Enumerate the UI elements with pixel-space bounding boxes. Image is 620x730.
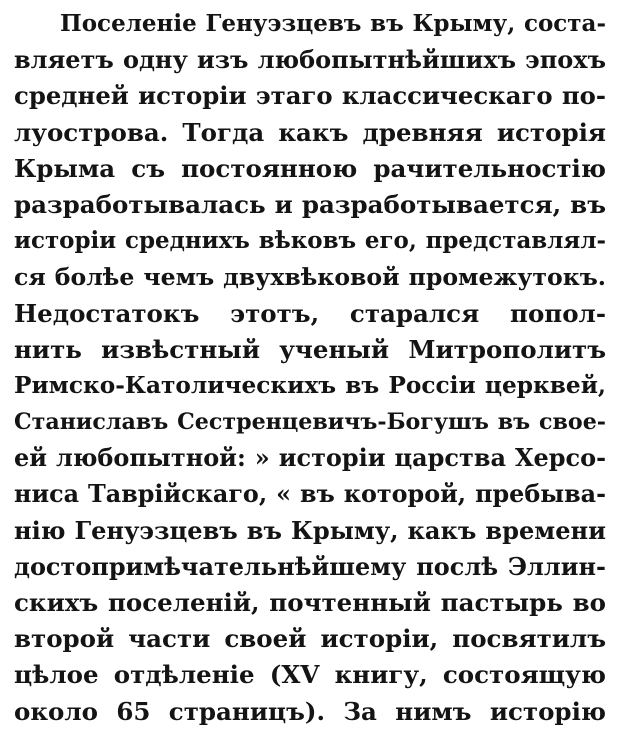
text-line: средней исторіи этаго классическаго по- bbox=[14, 81, 606, 111]
text-line: Недостатокъ этотъ, старался попол- bbox=[14, 298, 606, 328]
text-line: ся болѣе чемъ двухвѣковой промежутокъ. bbox=[14, 263, 606, 292]
text-line: Крыма съ постоянною рачительностію bbox=[14, 153, 606, 183]
text-line: разработывалась и разработывается, въ bbox=[14, 189, 606, 219]
text-line: Станиславъ Сестренцевичъ-Богушъ въ свое- bbox=[14, 409, 606, 436]
text-line: Поселеніе Генуэзцевъ въ Крыму, соста- bbox=[60, 10, 606, 37]
text-line: ниса Таврійскаго, « въ которой, пребыва- bbox=[14, 480, 606, 509]
text-line: цѣлое отдѣленіе (XV книгу, состоящую bbox=[14, 660, 606, 690]
text-line: нію Генуэзцевъ въ Крыму, какъ времени bbox=[14, 515, 606, 545]
text-line: скихъ поселеній, почтенный пастырь во bbox=[14, 588, 606, 617]
text-line: около 65 страницъ). За нимъ исторію bbox=[14, 696, 606, 726]
text-line: вляетъ одну изъ любопытнѣйшихъ эпохъ bbox=[14, 45, 606, 75]
text-line: Римско-Католическихъ въ Россіи церквей, bbox=[14, 371, 606, 399]
text-line: ей любопытной: » исторіи царства Херсо- bbox=[14, 444, 606, 473]
text-line: достопримѣчательнѣйшему послѣ Эллин- bbox=[14, 552, 606, 581]
text-line: луострова. Тогда какъ древняя исторія bbox=[14, 117, 606, 147]
body-paragraph bbox=[14, 6, 606, 730]
text-line: исторіи среднихъ вѣковъ его, представлял- bbox=[14, 227, 606, 255]
text-line: второй части своей исторіи, посвятилъ bbox=[14, 624, 606, 654]
text-line: нить извѣстный ученый Митрополитъ bbox=[14, 334, 606, 364]
